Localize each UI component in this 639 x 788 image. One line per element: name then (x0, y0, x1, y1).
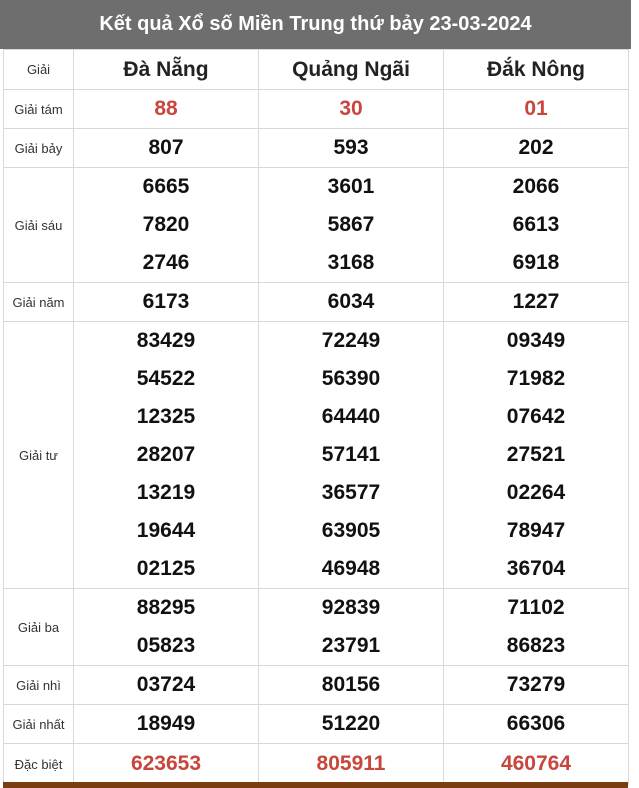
result-number: 56390 (321, 367, 381, 390)
result-number: 03724 (136, 673, 196, 696)
result-number: 6034 (327, 290, 375, 313)
result-cell-quang-ngai (259, 283, 444, 322)
result-number: 57141 (321, 443, 381, 466)
result-number: 5867 (327, 213, 375, 236)
result-cell-quang-ngai (259, 666, 444, 705)
result-number: 71102 (507, 596, 565, 619)
result-number: 6173 (142, 290, 190, 313)
result-number: 23791 (321, 634, 381, 657)
result-number: 86823 (506, 634, 566, 657)
result-number: 2746 (142, 251, 190, 274)
result-number: 1227 (512, 290, 560, 313)
result-number: 3601 (327, 175, 375, 198)
result-number: 6613 (512, 213, 560, 236)
prize-row-giai-nhat (4, 705, 629, 744)
result-cell-da-nang (74, 129, 259, 168)
result-number: 28207 (136, 443, 196, 466)
result-number: 92839 (321, 596, 381, 619)
result-cell-dak-nong (444, 322, 629, 589)
result-number: 73279 (506, 673, 566, 696)
result-number: 54522 (136, 367, 196, 390)
result-number: 36577 (321, 481, 381, 504)
result-cell-dak-nong (444, 744, 629, 785)
result-cell-dak-nong (444, 666, 629, 705)
result-cell-dak-nong (444, 168, 629, 283)
prize-row-giai-sau (4, 168, 629, 283)
prize-label: Giải sáu (4, 168, 74, 283)
result-cell-da-nang (74, 283, 259, 322)
result-cell-quang-ngai (259, 168, 444, 283)
result-cell-da-nang (74, 322, 259, 589)
result-number: 83429 (136, 329, 196, 352)
prize-table-body (4, 90, 629, 785)
result-cell-dak-nong (444, 589, 629, 666)
prize-row-giai-ba (4, 589, 629, 666)
result-cell-da-nang (74, 744, 259, 785)
results-table (3, 49, 629, 785)
prize-label: Giải nhì (4, 666, 74, 705)
header-row (4, 50, 629, 90)
prize-label: Giải tám (4, 90, 74, 129)
result-number: 63905 (321, 519, 381, 542)
result-cell-da-nang (74, 90, 259, 129)
result-cell-da-nang (74, 168, 259, 283)
province-header-da-nang: Đà Nẵng (74, 50, 259, 90)
result-number: 12325 (136, 405, 196, 428)
result-number: 7820 (142, 213, 190, 236)
result-number: 09349 (506, 329, 566, 352)
prize-row-giai-bay (4, 129, 629, 168)
result-number: 01 (524, 97, 548, 120)
result-cell-quang-ngai (259, 705, 444, 744)
prize-column-header: Giải (4, 50, 74, 90)
prize-label: Giải bảy (4, 129, 74, 168)
result-cell-dak-nong (444, 283, 629, 322)
result-number: 36704 (506, 557, 566, 580)
result-number: 460764 (500, 752, 572, 775)
result-number: 202 (518, 136, 554, 159)
result-cell-da-nang (74, 666, 259, 705)
result-number: 66306 (506, 712, 566, 735)
result-number: 78947 (506, 519, 566, 542)
result-number: 72249 (321, 329, 381, 352)
result-cell-quang-ngai (259, 744, 444, 785)
result-cell-da-nang (74, 705, 259, 744)
prize-row-giai-nam (4, 283, 629, 322)
result-cell-dak-nong (444, 705, 629, 744)
result-number: 51220 (321, 712, 381, 735)
result-number: 02125 (136, 557, 196, 580)
result-number: 71982 (506, 367, 566, 390)
prize-row-giai-nhi (4, 666, 629, 705)
result-number: 19644 (136, 519, 196, 542)
page-title: Kết quả Xổ số Miền Trung thứ bảy 23-03-2024 (0, 0, 631, 49)
result-number: 3168 (327, 251, 375, 274)
province-header-quang-ngai: Quảng Ngãi (259, 50, 444, 90)
prize-label: Đặc biệt (4, 744, 74, 785)
prize-row-dac-biet (4, 744, 629, 785)
result-number: 07642 (506, 405, 566, 428)
prize-label: Giải ba (4, 589, 74, 666)
result-cell-quang-ngai (259, 589, 444, 666)
result-number: 18949 (136, 712, 196, 735)
result-number: 593 (333, 136, 369, 159)
prize-label: Giải nhất (4, 705, 74, 744)
result-number: 805911 (316, 752, 386, 775)
result-cell-quang-ngai (259, 322, 444, 589)
result-number: 80156 (321, 673, 381, 696)
result-number: 623653 (130, 752, 202, 775)
prize-row-giai-tu (4, 322, 629, 589)
result-number: 2066 (512, 175, 560, 198)
result-number: 807 (148, 136, 184, 159)
prize-label: Giải tư (4, 322, 74, 589)
prize-label: Giải năm (4, 283, 74, 322)
bottom-divider (3, 782, 628, 788)
prize-row-giai-tam (4, 90, 629, 129)
result-cell-da-nang (74, 589, 259, 666)
result-number: 05823 (136, 634, 196, 657)
result-number: 6665 (142, 175, 190, 198)
result-number: 88 (154, 97, 178, 120)
result-number: 30 (339, 97, 363, 120)
province-header-dak-nong: Đắk Nông (444, 50, 629, 90)
result-number: 46948 (321, 557, 381, 580)
result-cell-dak-nong (444, 129, 629, 168)
result-number: 13219 (136, 481, 196, 504)
result-number: 02264 (506, 481, 566, 504)
result-cell-quang-ngai (259, 90, 444, 129)
result-number: 27521 (506, 443, 566, 466)
result-number: 64440 (321, 405, 381, 428)
result-cell-dak-nong (444, 90, 629, 129)
result-cell-quang-ngai (259, 129, 444, 168)
result-number: 88295 (136, 596, 196, 619)
result-number: 6918 (512, 251, 560, 274)
